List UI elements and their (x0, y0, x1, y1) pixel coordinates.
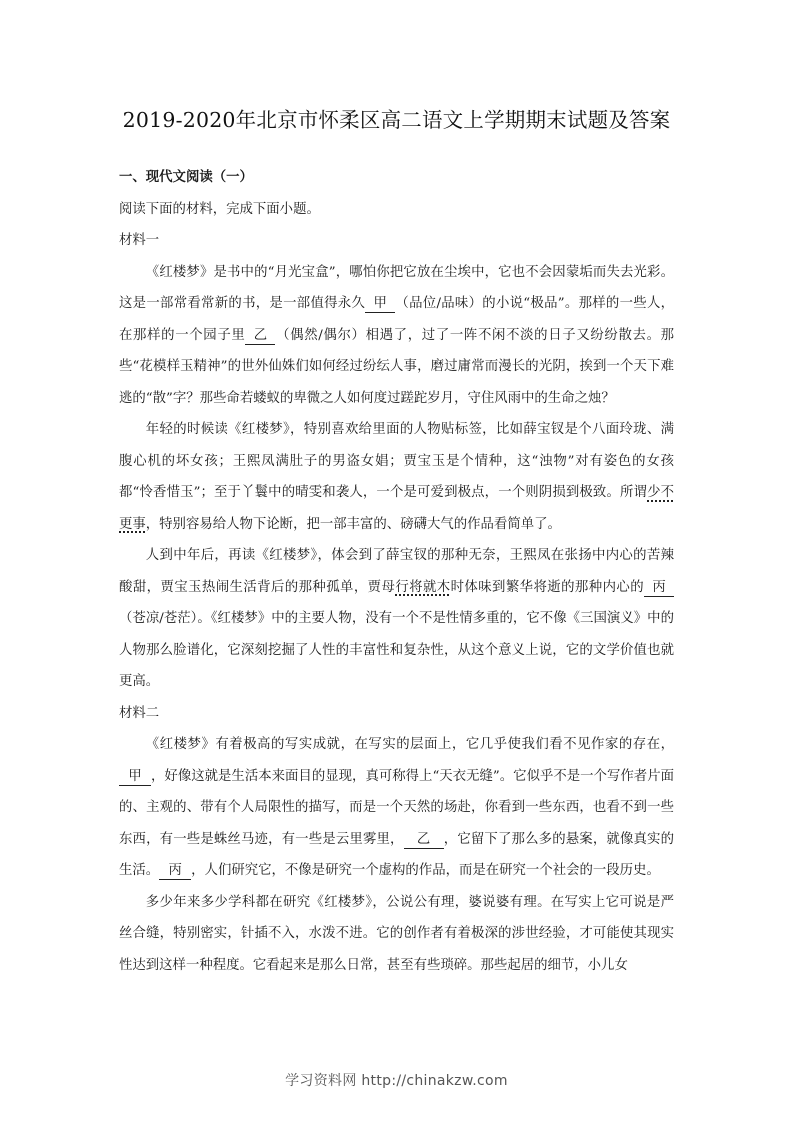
material-two-paragraph-1 (119, 729, 674, 887)
text-run: 人到中年后，再读《红楼梦》，体会到了薛宝钗的那种无奈，王熙凤在张扬中内心的苦辣酸甜，贾宝玉热闹生活背后的那种孤单，贾母 (119, 548, 674, 595)
text-run: ，特别容易给人物下论断，把一部丰富的、磅礴大气的作品看简单了。 (145, 516, 561, 532)
document-title: 2019-2020年北京市怀柔区高二语文上学期期末试题及答案 (122, 108, 671, 132)
section-heading: 一、现代文阅读（一） (119, 170, 253, 185)
blank-jia: 甲 (119, 769, 151, 786)
blank-yi: 乙 (404, 832, 444, 849)
text-run: ，它留下了那么多的悬案，就像真实的生活。 (119, 831, 675, 878)
material-one-paragraph-1 (119, 257, 674, 415)
text-run: （苍凉/苍茫）。《红楼梦》中的主要人物，没有一个不是性情多重的，它不像《三国演义》中的人物那么脸谱化，它深刻挖掘了人性的丰富性和复杂性，从这个意义上说，它的文学价值也就更高。 (119, 611, 674, 689)
material-one-paragraph-3 (119, 540, 674, 698)
blank-yi: 乙 (245, 328, 275, 345)
blank-jia: 甲 (365, 296, 395, 313)
blank-bing: 丙 (159, 863, 191, 880)
emphasized-phrase: 行将就木 (395, 579, 451, 595)
text-run: ，人们研究它，不像是研究一个虚构的作品，而是在研究一个社会的一段历史。 (191, 863, 660, 878)
material-one-paragraph-2 (119, 414, 674, 540)
text-run: 时体味到繁华将逝的那种内心的 (450, 579, 645, 595)
text-run: 多少年来多少学科都在研究《红楼梦》，公说公有理，婆说婆有理。在写实上它可说是严丝合缝，特别密实，针插不入，水泼不进。它的创作者有着极深的涉世经验，才可能使其现实性达到这样一种程度。它看起来是那么日常，甚至有些琐碎。那些起居的细节，小儿女 (119, 894, 674, 973)
text-run: 《红楼梦》是书中的“月光宝盒”，哪怕你把它放在尘埃中，它也不会因蒙垢而失去光彩。这是一部常看常新的书，是一部值得永久 (119, 264, 674, 311)
text-run: （品位/品味）的小说“极品”。那样的一些人，在那样的一个园子里 (119, 296, 675, 343)
text-run: ，好像这就是生活本来面目的显现，真可称得上“天衣无缝”。它似乎不是一个写作者片面的、主观的、带有个人局限性的描写，而是一个天然的场赴，你看到一些东西，也看不到一些东西，有一些是蛛丝马迹，有一些是云里雾里， (119, 768, 674, 847)
material-two-label: 材料二 (119, 705, 160, 721)
instruction-text: 阅读下面的材料，完成下面小题。 (119, 201, 320, 217)
material-one-label: 材料一 (119, 233, 160, 248)
blank-bing: 丙 (644, 580, 674, 597)
page-footer: 学习资料网 http://chinakzw.com (285, 1073, 508, 1089)
text-run: 年轻的时候读《红楼梦》，特别喜欢给里面的人物贴标签，比如薛宝钗是个八面玲珑、满腹心机的坏女孩；王熙凤满肚子的男盗女娼；贾宝玉是个情种，这“浊物”对有姿色的女孩都“怜香惜玉”；至于丫鬟中的晴雯和袭人，一个是可爱到极点，一个则阴损到极致。所谓 (119, 422, 674, 500)
material-two-paragraph-2 (119, 887, 674, 982)
text-run: （偶然/偶尔）相遇了，过了一阵不闲不淡的日子又纷纷散去。那些“花模样玉精神”的世外仙姝们如何经过纷纭人事，磨过庸常而漫长的光阴，挨到一个天下难逃的“散”字？那些命若蝼蚁的卑微之人如何度过蹉跎岁月，守住风雨中的生命之烛？ (119, 327, 675, 406)
emphasized-phrase: 少不更事 (119, 485, 674, 532)
document-body (119, 162, 674, 981)
text-run: 《红楼梦》有着极高的写实成就，在写实的层面上，它几乎使我们看不见作家的存在， (145, 737, 674, 752)
